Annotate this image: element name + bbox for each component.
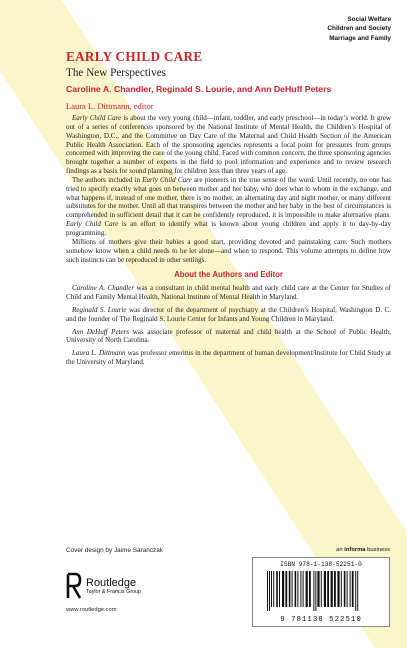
barcode-bar [282, 571, 284, 607]
barcode-bar [347, 571, 348, 607]
barcode-bar [344, 571, 346, 607]
informa-credit [336, 547, 390, 553]
barcode-bar [267, 571, 268, 611]
barcode-bar [292, 571, 293, 607]
bio-entry [66, 306, 391, 324]
about-heading: About the Authors and Editor [174, 270, 283, 280]
subject-categories [327, 15, 391, 43]
informa-brand: informa [344, 547, 366, 553]
blurb-paragraph [66, 238, 391, 265]
publisher-group: Taylor & Francis Group [86, 588, 142, 595]
book-editor: Laura L. Dittmann, editor [66, 101, 154, 111]
blurb-paragraph [66, 114, 391, 176]
subject-item: Marriage and Family [329, 34, 391, 42]
barcode-bar [350, 571, 351, 607]
barcode-bar [279, 571, 280, 607]
routledge-r-icon [66, 572, 82, 600]
barcode-bar [315, 571, 316, 611]
bio-text: was associate professor of maternal and child health at the School of Public Health, University of North Carolina. [66, 327, 391, 345]
isbn-barcode [252, 557, 390, 627]
barcode-bar [321, 571, 322, 607]
bio-name: Laura L. Dittmann [72, 349, 126, 358]
informa-suffix: business [365, 547, 390, 553]
blurb-text: is about the very young child—infant, toddler, and early preschool—in today’s world. It grew out of a series of conferences sponsored by the National Institute of Mental Health, the Children’s Hospital of Washington, D.C., and the Committee on Day Care of the Maternal and Child Health Section of the American Public Health Association. Each of the sponsoring agencies represents a focal point for pressures from groups concerned with improving the care of the young child. Faced with common concern, the three sponsoring agencies brought together a number of experts in the field to pool information and experience and to review research findings as a basis for sound planning for children less than three years of age. [66, 114, 391, 176]
cover-design-credit: Cover design by Jaime Saranczak [66, 547, 163, 554]
bio-name: Reginald S. Lourie [72, 305, 127, 314]
book-title: EARLY CHILD CARE [66, 49, 203, 64]
bio-entry [66, 328, 391, 346]
barcode-bar [331, 571, 333, 607]
blurb-text: are pioneers in the true sense of the word. Until recently, no one has tried to specify exactly what goes on between mother and her baby, who does what to whom in the exchange, and what happens if, instead of one mother, there is no mother, an alternating day and night mother, or many different substitutes for the mother. Until all that transpires between the mother and her baby in the best of circumstances is comprehended in sufficient detail that it can be confidently reproduced, it is impossible to make alternative plans. [66, 175, 391, 220]
barcode-bar [303, 571, 304, 607]
publisher-logo [66, 572, 141, 600]
bio-name: Ann DeHuff Peters [72, 327, 130, 336]
barcode-bar [276, 571, 278, 607]
barcode-bar [324, 571, 326, 607]
barcode-bar [271, 571, 272, 607]
bio-name: Caroline A. Chandler [72, 284, 135, 293]
blurb-text: Millions of mothers give their babies a good start, providing devoted and painstaking care. Such mothers somehow know when a child needs to be let alone—and when to respond. This volume attempts to define how such instincts can be reproduced in other settings. [66, 237, 391, 264]
barcode-bars [265, 571, 383, 611]
barcode-bar [269, 571, 270, 611]
blurb-body [66, 114, 391, 371]
barcode-bar [306, 571, 308, 607]
barcode-bar [334, 571, 336, 607]
informa-prefix: an [336, 547, 345, 553]
publisher-url: www.routledge.com [66, 607, 117, 613]
barcode-bar [300, 571, 301, 607]
barcode-bar [285, 571, 287, 607]
book-title-mention: Early Child Care [66, 220, 119, 229]
barcode-digits: 9 781138 522510 [280, 616, 362, 624]
barcode-bar [295, 571, 297, 607]
book-title-mention: Early Child Care [72, 114, 122, 122]
barcode-bar [327, 571, 329, 607]
bio-text: was director of the department of psychiatry at the Children’s Hospital, Washington D. C. and the founder of The Reginald S. Lourie Center for Infants and Young Children in Maryland. [66, 305, 391, 323]
barcode-bar [341, 571, 342, 607]
book-subtitle: The New Perspectives [66, 67, 167, 79]
barcode-bar [309, 571, 311, 607]
subject-item: Children and Society [327, 25, 391, 33]
book-title-mention: Early Child Care [142, 175, 192, 184]
barcode-bar [313, 571, 314, 611]
subject-item: Social Welfare [347, 16, 391, 23]
barcode-bar [297, 571, 298, 607]
bio-text: was professor emeritus in the department of human development/Institute for Child Study at the University of Maryland. [66, 349, 391, 367]
bio-entry [66, 349, 391, 367]
bios-list [66, 284, 391, 367]
blurb-paragraphs [66, 114, 391, 264]
barcode-bar [337, 571, 339, 607]
barcode-bar [355, 571, 356, 611]
barcode-bar [357, 571, 358, 611]
blurb-text: is an effort to identify what is known about young children and apply it to day-by-day programming. [66, 220, 391, 237]
blurb-text: The authors included in [72, 175, 143, 184]
barcode-bar [317, 571, 319, 607]
bio-text: was a consultant in child mental health and early child care at the Center for Studies of Child and Family Mental Health, National Institute of Mental Health in Maryland. [66, 284, 391, 302]
isbn-text: ISBN 978-1-138-52251-0 [280, 561, 362, 568]
book-authors: Caroline A. Chandler, Reginald S. Lourie, and Ann DeHuff Peters [66, 84, 332, 94]
blurb-paragraph [66, 176, 391, 238]
publisher-name: Routledge [86, 576, 137, 589]
bio-entry [66, 284, 391, 302]
barcode-bar [352, 571, 354, 607]
barcode-bar [289, 571, 291, 607]
barcode-bar [273, 571, 274, 607]
